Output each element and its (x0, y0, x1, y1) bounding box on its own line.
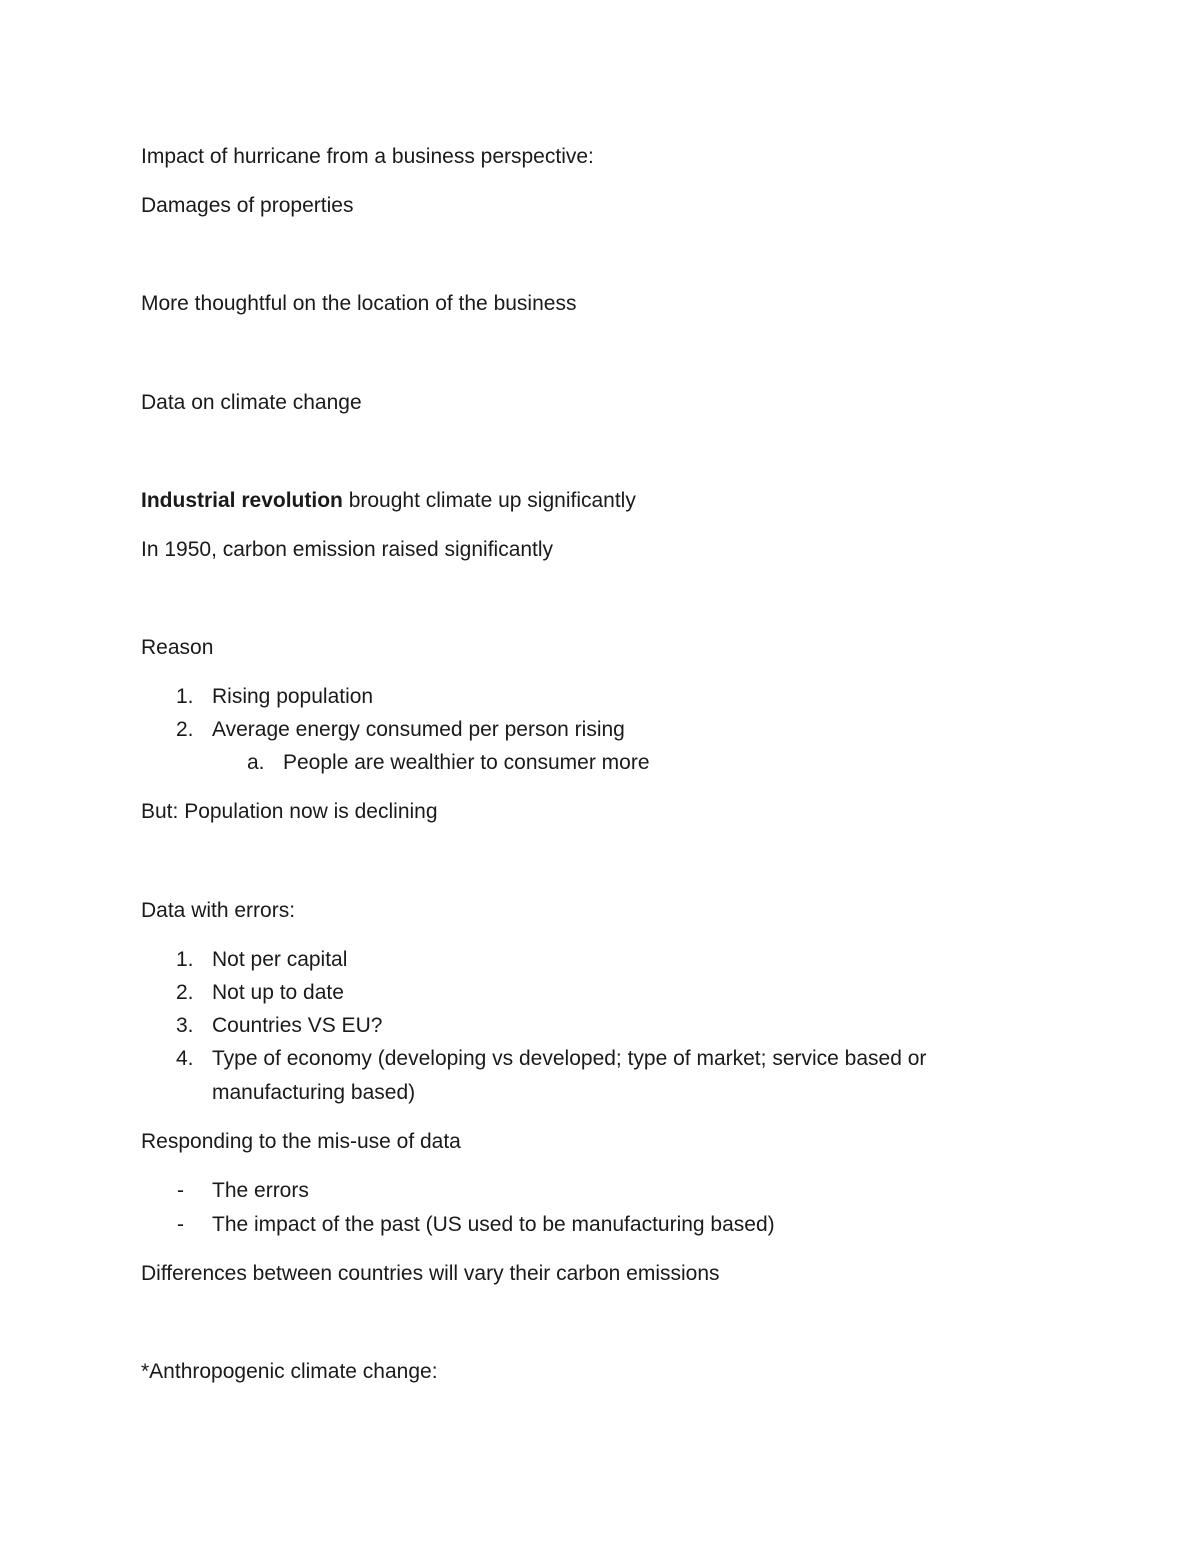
paragraph-but: But: Population now is declining (141, 800, 438, 823)
paragraph-data-climate: Data on climate change (141, 391, 362, 414)
list-marker: 2. (176, 718, 194, 741)
industrial-revolution-rest: brought climate up significantly (342, 489, 636, 512)
dash-marker: - (177, 1213, 184, 1236)
list-marker: 1. (176, 948, 194, 971)
paragraph-industrial (141, 488, 636, 514)
reason-title: Reason (141, 636, 214, 659)
sub-list-item-text: People are wealthier to consumer more (283, 751, 650, 774)
list-item-text: The impact of the past (US used to be manufacturing based) (212, 1213, 775, 1236)
list-marker: 3. (176, 1014, 194, 1037)
paragraph-1950: In 1950, carbon emission raised significantly (141, 538, 554, 561)
sub-list-marker: a. (247, 751, 265, 774)
dash-marker: - (177, 1179, 184, 1202)
heading-hurricane: Impact of hurricane from a business perspective: (141, 145, 594, 168)
paragraph-location: More thoughtful on the location of the business (141, 292, 577, 315)
errors-title: Data with errors: (141, 899, 296, 922)
list-item-continuation: manufacturing based) (212, 1081, 416, 1104)
paragraph-anthropogenic: *Anthropogenic climate change: (141, 1360, 438, 1383)
list-item-text: Countries VS EU? (212, 1014, 383, 1037)
responding-title: Responding to the mis-use of data (141, 1130, 461, 1153)
paragraph-differences: Differences between countries will vary their carbon emissions (141, 1262, 720, 1285)
paragraph-damages: Damages of properties (141, 194, 354, 217)
list-item-text: Not per capital (212, 948, 348, 971)
list-item-text: Not up to date (212, 981, 344, 1004)
list-marker: 1. (176, 685, 194, 708)
list-marker: 2. (176, 981, 194, 1004)
list-item-text: Type of economy (developing vs developed; type of market; service based or (212, 1047, 927, 1070)
list-marker: 4. (176, 1047, 194, 1070)
list-item-text: The errors (212, 1179, 309, 1202)
list-item-text: Rising population (212, 685, 374, 708)
industrial-revolution-bold: Industrial revolution (141, 489, 343, 512)
list-item-text: Average energy consumed per person rising (212, 718, 625, 741)
